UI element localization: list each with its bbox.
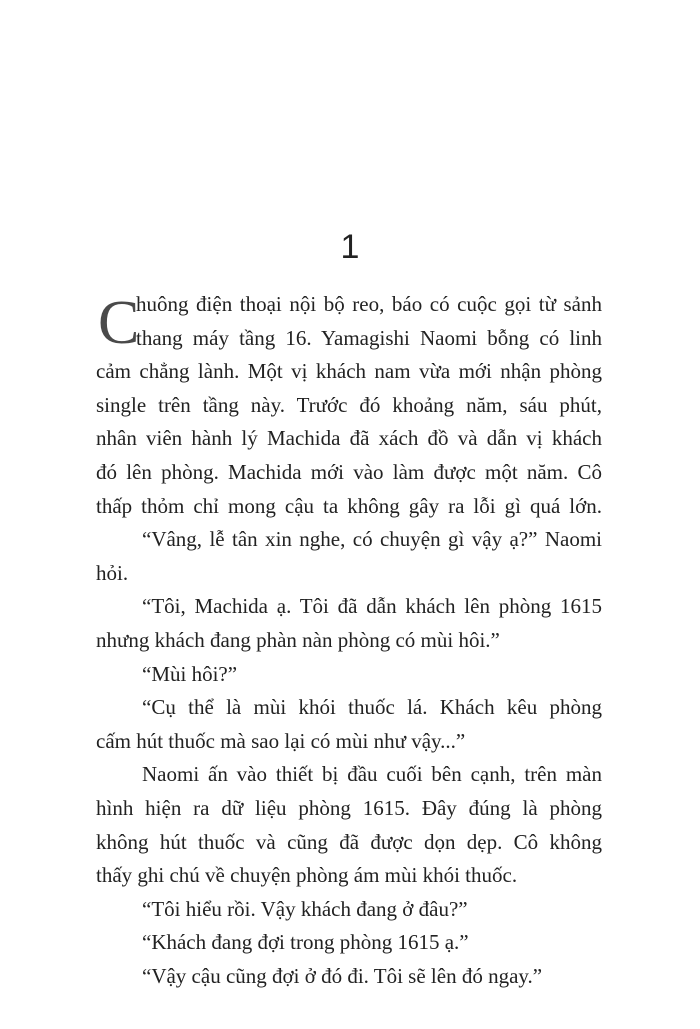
dialogue-paragraph — [96, 590, 602, 657]
dialogue-paragraph — [96, 523, 602, 590]
dialogue-paragraph — [96, 658, 602, 692]
text-line: “Tôi hiểu rồi. Vậy khách đang ở đâu?” — [142, 896, 468, 921]
body-text — [96, 288, 602, 993]
dialogue-paragraph — [96, 893, 602, 927]
text-line: “Khách đang đợi trong phòng 1615 ạ.” — [142, 930, 469, 955]
text-line: nhân viên hành lý Machida đã xách đồ và dẫn vị khách — [96, 426, 602, 451]
text-line: cấm hút thuốc mà sao lại có mùi như vậy...” — [96, 728, 466, 753]
text-line: “Tôi, Machida ạ. Tôi đã dẫn khách lên phòng 1615 — [142, 594, 602, 619]
text-line: hình hiện ra dữ liệu phòng 1615. Đây đúng là phòng — [96, 795, 602, 820]
drop-cap: C — [98, 289, 140, 357]
text-line: không hút thuốc và cũng đã được dọn dẹp. Cô không — [96, 829, 602, 854]
text-line: Naomi ấn vào thiết bị đầu cuối bên cạnh, trên màn — [142, 762, 602, 787]
dialogue-paragraph — [96, 926, 602, 960]
dialogue-paragraph — [96, 960, 602, 994]
text-line: huông điện thoại nội bộ reo, báo có cuộc gọi từ sảnh — [136, 292, 602, 316]
text-line: nhưng khách đang phàn nàn phòng có mùi hôi.” — [96, 627, 500, 652]
text-line: “Vâng, lễ tân xin nghe, có chuyện gì vậy ạ?” Naomi — [142, 527, 602, 552]
dialogue-paragraph — [96, 691, 602, 758]
text-line: single trên tầng này. Trước đó khoảng năm, sáu phút, — [96, 392, 602, 417]
text-line: thấy ghi chú về chuyện phòng ám mùi khói thuốc. — [96, 863, 518, 888]
text-line: “Vậy cậu cũng đợi ở đó đi. Tôi sẽ lên đó ngay.” — [142, 963, 543, 988]
text-line: “Mùi hôi?” — [142, 661, 238, 686]
text-line: thang máy tầng 16. Yamagishi Naomi bỗng có linh — [136, 325, 602, 350]
text-line: thấp thỏm chỉ mong cậu ta không gây ra lỗi gì quá lớn. — [96, 493, 602, 518]
text-line: “Cụ thể là mùi khói thuốc lá. Khách kêu phòng — [142, 695, 602, 720]
narrative-paragraph — [96, 758, 602, 892]
text-line: đó lên phòng. Machida mới vào làm được một năm. Cô — [96, 459, 602, 484]
chapter-number: 1 — [340, 228, 360, 266]
text-line: hỏi. — [96, 560, 129, 585]
opening-paragraph — [96, 288, 602, 523]
text-line: cảm chẳng lành. Một vị khách nam vừa mới nhận phòng — [96, 359, 602, 384]
